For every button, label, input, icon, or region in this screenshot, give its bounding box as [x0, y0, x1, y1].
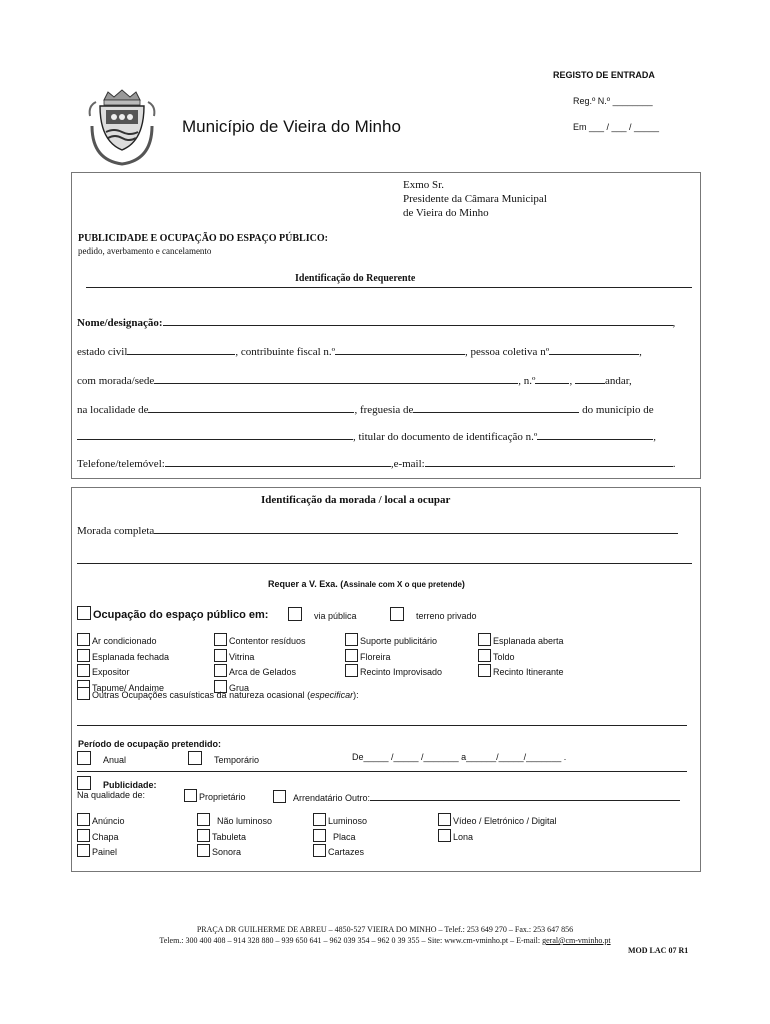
morada-completa-field-2[interactable] [77, 563, 692, 564]
localidade-label: na localidade de [77, 404, 149, 416]
estado-civil-field[interactable] [127, 343, 235, 355]
email-field[interactable] [425, 455, 673, 467]
periodo-dates[interactable]: De_____ /_____ /_______ a______/_____/_______ . [352, 752, 567, 762]
section-title-local: Identificação da morada / local a ocupar [261, 494, 451, 506]
outras-label: Outras Ocupações casuísticas da natureza ocasional ( [92, 690, 311, 700]
morada-completa-label: Morada completa [77, 525, 155, 537]
footer-address: PRAÇA DR GUILHERME DE ABREU – 4850-527 VIEIRA DO MINHO – Telef.: 253 649 270 – Fax.: 253 647 856 [196, 925, 574, 934]
telefone-label: Telefone/telemóvel: [77, 458, 165, 470]
options-col1 [77, 633, 169, 695]
pub-painel[interactable]: Painel [77, 844, 125, 860]
section-title-requerente: Identificação do Requerente [295, 273, 416, 284]
requer-label: Requer a V. Exa. ( [268, 579, 344, 589]
registo-title: REGISTO DE ENTRADA [553, 70, 655, 80]
options-col4 [478, 633, 564, 680]
proprietario-option[interactable] [184, 789, 246, 802]
requer-note: Assinale com X o que pretende [343, 580, 462, 589]
morada-field[interactable] [154, 372, 518, 384]
option-esplanada-fechada[interactable]: Esplanada fechada [77, 649, 169, 665]
pub-luminoso[interactable]: Luminoso [313, 813, 367, 829]
pub-col1 [77, 813, 125, 860]
option-tapume-andaime[interactable]: Tapume/ Andaime [77, 680, 169, 696]
ocupacao-label: Ocupação do espaço público em: [93, 609, 269, 621]
option-recinto-improvisado[interactable]: Recinto Improvisado [345, 664, 442, 680]
option-contentor-residuos[interactable]: Contentor resíduos [214, 633, 306, 649]
contribuinte-field[interactable] [335, 343, 465, 355]
morada-row: com morada/sede , n.º , andar, [77, 372, 632, 387]
outras-close: ): [353, 690, 359, 700]
publicidade-label: Publicidade: [103, 780, 157, 790]
pub-col2 [197, 813, 272, 860]
form-subtitle: pedido, averbamento e cancelamento [78, 246, 212, 256]
numero-label: , n.º [518, 375, 536, 387]
pub-chapa[interactable]: Chapa [77, 829, 125, 845]
pub-sonora[interactable]: Sonora [197, 844, 272, 860]
option-suporte-publicitario[interactable]: Suporte publicitário [345, 633, 442, 649]
andar-field[interactable] [575, 372, 605, 384]
especificar-label: especificar [310, 690, 354, 700]
estado-civil-row: estado civil , contribuinte fiscal n.º , pessoa coletiva nº , [77, 343, 642, 358]
addressee-line2: Presidente da Câmara Municipal [403, 193, 547, 205]
telefone-field[interactable] [165, 455, 391, 467]
freguesia-field[interactable] [413, 401, 579, 413]
pub-video-digital[interactable]: Vídeo / Eletrónico / Digital [438, 813, 557, 829]
nome-label: Nome/designação: [77, 317, 163, 329]
footer-email-link[interactable]: geral@cm-vminho.pt [542, 936, 611, 945]
option-ar-condicionado[interactable]: Ar condicionado [77, 633, 169, 649]
morada-completa-field[interactable] [154, 522, 678, 534]
morada-label: com morada/sede [77, 375, 155, 387]
pessoa-coletiva-field[interactable] [549, 343, 639, 355]
municipio-label: do município de [582, 404, 654, 416]
temporario-option[interactable] [188, 751, 259, 765]
option-recinto-itinerante[interactable]: Recinto Itinerante [478, 664, 564, 680]
coat-of-arms-logo [86, 86, 158, 166]
arrendatario-option[interactable] [273, 789, 680, 803]
requer-close: ) [461, 579, 465, 589]
option-expositor[interactable]: Expositor [77, 664, 169, 680]
morada-completa-row [77, 522, 678, 537]
reg-number: Reg.º N.º ________ [573, 96, 653, 106]
outro-field[interactable] [370, 789, 680, 801]
via-publica-option[interactable] [288, 607, 357, 621]
terreno-privado-checkbox[interactable] [390, 607, 404, 621]
option-esplanada-aberta[interactable]: Esplanada aberta [478, 633, 564, 649]
ocupacao-row [77, 606, 268, 621]
option-toldo[interactable]: Toldo [478, 649, 564, 665]
terreno-privado-label: terreno privado [416, 611, 477, 621]
ocupacao-checkbox[interactable] [77, 606, 91, 620]
pub-placa[interactable]: Placa [313, 829, 367, 845]
option-outras[interactable] [77, 687, 359, 700]
pub-lona[interactable]: Lona [438, 829, 557, 845]
option-grua[interactable]: Grua [214, 680, 306, 696]
pessoa-coletiva-label: , pessoa coletiva nº [465, 346, 550, 358]
titular-label: , titular do documento de identificação n.º [353, 431, 538, 443]
addressee-line1: Exmo Sr. [403, 179, 444, 191]
nome-field[interactable] [163, 314, 673, 326]
terreno-privado-option[interactable] [390, 607, 477, 621]
nome-row: Nome/designação: , [77, 314, 675, 329]
qualidade-row [77, 790, 145, 800]
estado-civil-label: estado civil [77, 346, 128, 358]
numero-field[interactable] [535, 372, 569, 384]
localidade-field[interactable] [148, 401, 354, 413]
anual-option[interactable] [77, 751, 126, 765]
arrendatario-label: Arrendatário Outro: [293, 793, 371, 803]
footer-contacts [0, 936, 770, 945]
addressee-line3: de Vieira do Minho [403, 207, 489, 219]
pub-tabuleta[interactable]: Tabuleta [197, 829, 272, 845]
outras-field[interactable] [77, 725, 687, 726]
documento-field[interactable] [537, 428, 653, 440]
freguesia-label: , freguesia de [354, 404, 414, 416]
proprietario-label: Proprietário [199, 792, 246, 802]
addressee [403, 178, 547, 220]
contribuinte-label: , contribuinte fiscal n.º [235, 346, 336, 358]
option-arca-gelados[interactable]: Arca de Gelados [214, 664, 306, 680]
form-code: MOD LAC 07 R1 [628, 946, 689, 955]
publicidade-option[interactable] [77, 776, 157, 790]
localidade-row [77, 401, 654, 416]
periodo-divider [77, 771, 687, 772]
andar-label: andar, [604, 375, 632, 387]
temporario-label: Temporário [214, 755, 260, 765]
municipio-field[interactable] [77, 428, 353, 440]
municipality-title: Município de Vieira do Minho [182, 117, 401, 136]
anual-label: Anual [103, 755, 127, 765]
contacto-row: Telefone/telemóvel: ,e-mail: . [77, 455, 675, 470]
periodo-label: Período de ocupação pretendido: [78, 739, 222, 749]
option-vitrina[interactable]: Vitrina [214, 649, 306, 665]
option-floreira[interactable]: Floreira [345, 649, 442, 665]
requer-heading [268, 579, 465, 589]
titular-row: , titular do documento de identificação n.º , [77, 428, 656, 443]
pub-anuncio[interactable]: Anúncio [77, 813, 125, 829]
qualidade-label: Na qualidade de: [77, 790, 146, 800]
em-date: Em ___ / ___ / _____ [573, 122, 660, 132]
form-title: PUBLICIDADE E OCUPAÇÃO DO ESPAÇO PÚBLICO: [78, 233, 328, 244]
options-col3 [345, 633, 442, 680]
pub-col4 [438, 813, 557, 844]
section-divider [86, 287, 692, 288]
via-publica-label: via pública [314, 611, 357, 621]
via-publica-checkbox[interactable] [288, 607, 302, 621]
email-label: ,e-mail: [390, 458, 425, 470]
footer-contacts-text: Telem.: 300 400 408 – 914 328 880 – 939 650 641 – 962 039 354 – 962 0 39 355 – Site: www.cm-vminho.pt – E-mail: [159, 936, 543, 945]
pub-nao-luminoso[interactable]: Não luminoso [197, 813, 272, 829]
pub-col3 [313, 813, 367, 860]
pub-cartazes[interactable]: Cartazes [313, 844, 367, 860]
options-col2 [214, 633, 306, 695]
